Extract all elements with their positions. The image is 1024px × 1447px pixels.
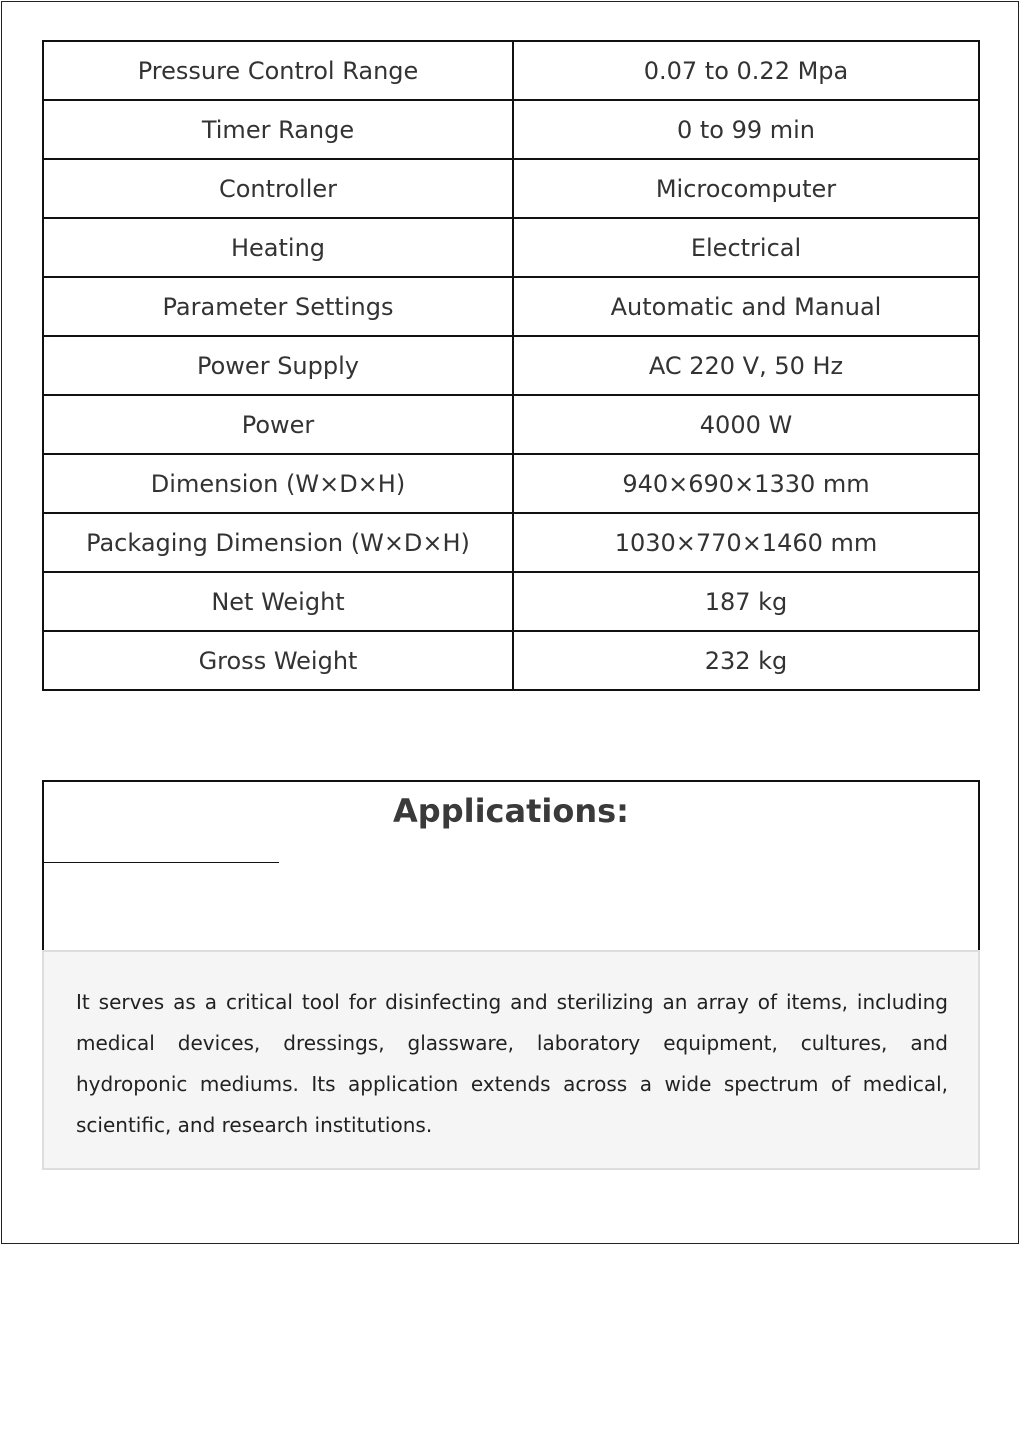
spec-value: 0 to 99 min	[513, 100, 979, 159]
spec-value: 232 kg	[513, 631, 979, 690]
specifications-table	[42, 40, 980, 691]
spec-value: AC 220 V, 50 Hz	[513, 336, 979, 395]
spec-value: 940×690×1330 mm	[513, 454, 979, 513]
spec-label: Timer Range	[43, 100, 513, 159]
table-row	[43, 631, 979, 690]
applications-title: Applications:	[393, 792, 629, 830]
spec-label: Power	[43, 395, 513, 454]
spec-value: 0.07 to 0.22 Mpa	[513, 41, 979, 100]
spec-label: Packaging Dimension (W×D×H)	[43, 513, 513, 572]
table-row	[43, 395, 979, 454]
spec-label: Parameter Settings	[43, 277, 513, 336]
spec-value: Electrical	[513, 218, 979, 277]
spec-label: Net Weight	[43, 572, 513, 631]
spec-value: Microcomputer	[513, 159, 979, 218]
table-row	[43, 454, 979, 513]
divider	[44, 862, 279, 863]
spec-label: Pressure Control Range	[43, 41, 513, 100]
spec-label: Gross Weight	[43, 631, 513, 690]
table-row	[43, 336, 979, 395]
spec-value: 1030×770×1460 mm	[513, 513, 979, 572]
applications-section	[42, 780, 980, 1170]
table-row	[43, 159, 979, 218]
table-row	[43, 218, 979, 277]
spec-label: Dimension (W×D×H)	[43, 454, 513, 513]
spec-value: 4000 W	[513, 395, 979, 454]
table-row	[43, 513, 979, 572]
applications-description: It serves as a critical tool for disinfecting and sterilizing an array of items, including medical devices, dressings, glassware, laboratory equipment, cultures, and hydroponic mediums. Its application extends across a wide spectrum of medical, scientific, and research institutions.	[76, 990, 948, 1137]
table-row	[43, 100, 979, 159]
spec-label: Power Supply	[43, 336, 513, 395]
spec-value: Automatic and Manual	[513, 277, 979, 336]
applications-header	[42, 780, 980, 951]
spec-label: Heating	[43, 218, 513, 277]
spec-label: Controller	[43, 159, 513, 218]
applications-body	[42, 950, 980, 1170]
table-row	[43, 277, 979, 336]
spec-value: 187 kg	[513, 572, 979, 631]
table-row	[43, 41, 979, 100]
table-row	[43, 572, 979, 631]
